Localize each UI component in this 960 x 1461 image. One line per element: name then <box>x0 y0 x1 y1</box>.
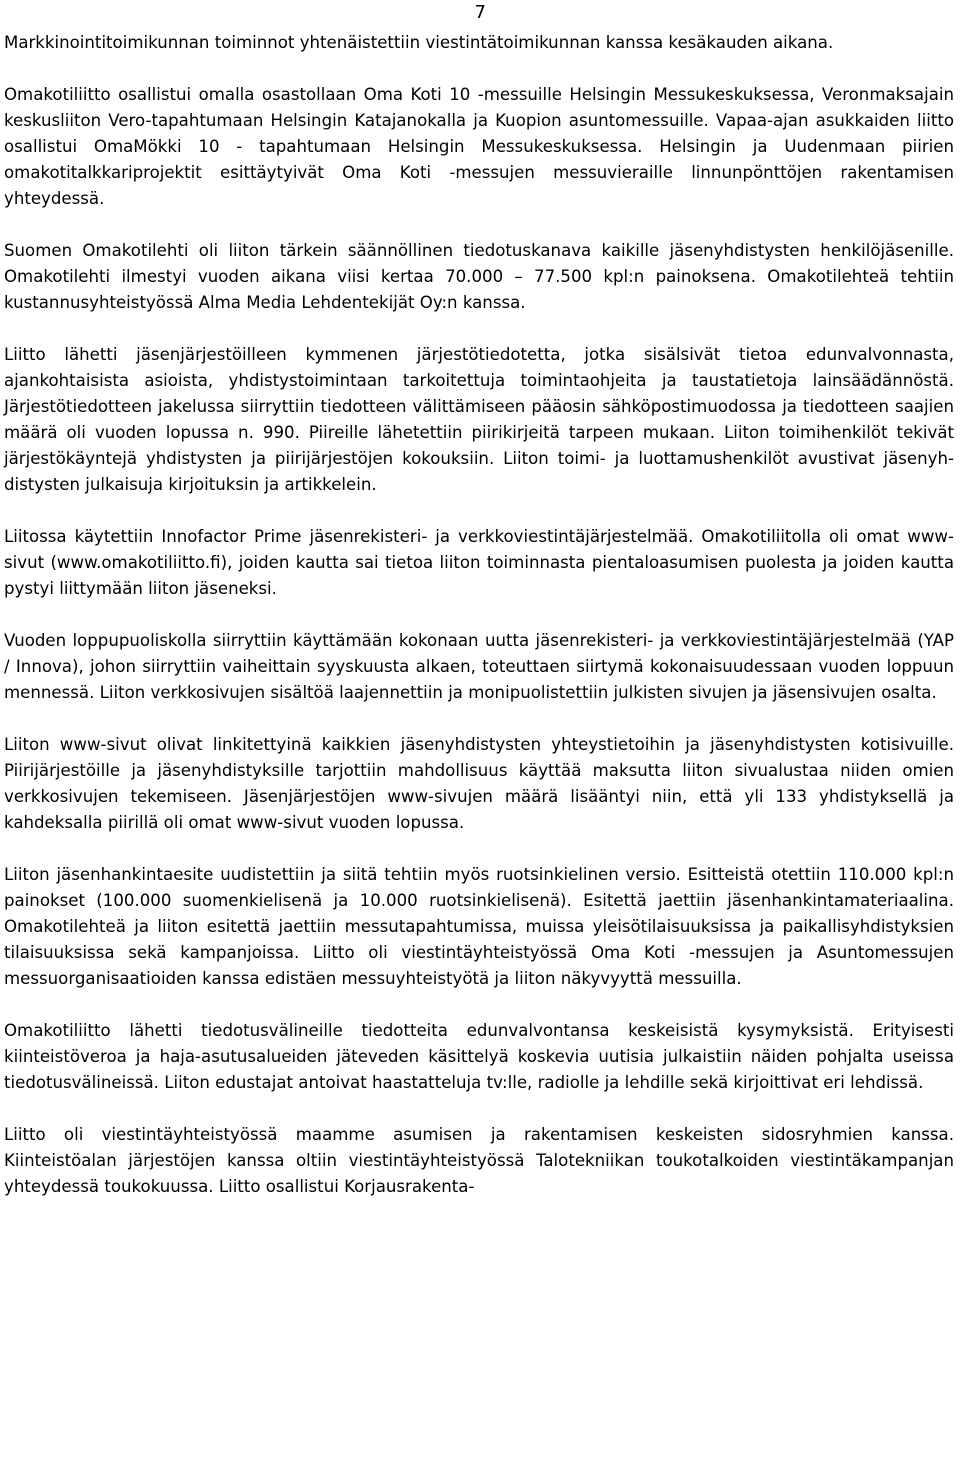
paragraph-press-releases: Omakotiliitto lähetti tiedotusvälineille tiedotteita edunvalvontansa keskeisistä kysymyksistä. Erityisesti kiinteistöveroa ja haja-asutusalueiden jäteveden käsittelyä koskevia uutisia julkaistiin näiden pohjalta useissa tiedotusvälineissä. Liiton edustajat antoivat haastatteluja tv:lle, radiolle ja lehdille sekä kirjoittivat eri lehdissä. <box>4 1021 954 1092</box>
paragraph-fairs-participation: Omakotiliitto osallistui omalla osastollaan Oma Koti 10 -messuille Helsingin Messukeskuksessa, Veronmaksajain keskusliiton Vero-tapahtumaan Helsingin Katajanokalla ja Kuopion asuntomessuille. Vapaa-ajan asukkaiden liitto osallistui OmaMökki 10 - tapahtumaan Helsingin Messukeskuksessa. Helsingin ja Uudenmaan piirien omakotitalkkariprojektit esittäytyivät Oma Koti -messujen messuvieraille linnunpönttöjen rakentamisen yhteydessä. <box>4 85 954 208</box>
page-number: 7 <box>474 2 486 23</box>
paragraph-omakotilehti: Suomen Omakotilehti oli liiton tärkein säännöllinen tiedotuskanava kaikille jäsenyhdistysten henkilöjäsenille. Omakotilehti ilmestyi vuoden aikana viisi kertaa 70.000 – 77.500 kpl:n painoksena. Omakotilehteä tehtiin kustannusyhteistyössä Alma Media Lehdentekijät Oy:n kanssa. <box>4 241 954 312</box>
paragraph-new-system: Vuoden loppupuoliskolla siirryttiin käyttämään kokonaan uutta jäsenrekisteri- ja verkkoviestintäjärjestelmää (YAP / Innova), johon siirryttiin vaiheittain syyskuusta alkaen, toteuttaen siirtymä kokonaisuudessaan vuoden loppuun mennessä. Liiton verkkosivujen sisältöä laajennettiin ja monipuolistettiin julkisten sivujen ja jäsensivujen osalta. <box>4 631 954 702</box>
paragraph-websites: Liiton www-sivut olivat linkitettyinä kaikkien jäsenyhdistysten yhteystietoihin ja jäsenyhdistysten kotisivuille. Piirijärjestöille ja jäsenyhdistyksille tarjottiin mahdollisuus käyttää maksutta liiton sivualustaa niiden omien verkkosivujen tekemiseen. Jäsenjärjestöjen www-sivujen määrä lisääntyi niin, että yli 133 yhdistyksellä ja kahdeksalla piirillä oli omat www-sivut vuoden lopussa. <box>4 735 954 832</box>
paragraph-marketing-committee: Markkinointitoimikunnan toiminnot yhtenäistettiin viestintätoimikunnan kanssa kesäkauden aikana. <box>4 33 834 52</box>
paragraph-brochure: Liiton jäsenhankintaesite uudistettiin ja siitä tehtiin myös ruotsinkielinen versio. Esitteistä otettiin 110.000 kpl:n painokset (100.000 suomenkielisenä ja 10.000 ruotsinkielisenä). Esitettä jaettiin jäsenhankintamateriaalina. Omakotilehteä ja liiton esitettä jaettiin messutapahtumissa, muissa yleisötilaisuuksissa ja paikallisyhdistyksien tilaisuuksissa sekä kampanjoissa. Liitto oli viestintäyhteistyössä Oma Koti -messujen ja Asuntomessujen messuorganisaatioiden kanssa edistäen messuyhteistyötä ja liiton näkyvyyttä messuilla. <box>4 865 954 988</box>
paragraph-organization-bulletins: Liitto lähetti jäsenjärjestöilleen kymmenen järjestötiedotetta, jotka sisälsivät tietoa edunvalvonnasta, ajankohtaisista asioista, yhdistystoimintaan tarkoitettuja toimintaohjeita ja taustatietoja lainsäädännöstä. Järjestötiedotteen jakelussa siirryttiin tiedotteen välittämiseen pääosin sähköpostimuodossa ja tiedotteen saajien määrä oli vuoden lopussa n. 990. Piireille lähetettiin piirikirjeitä tarpeen mukaan. Liiton toimihenkilöt tekivät järjestökäyntejä yhdistysten ja piirijärjestöjen kokouksiin. Liiton toimi- ja luottamushenkilöt avustivat jäsenyhdistysten julkaisuja kirjoituksin ja artikkelein. <box>4 345 954 494</box>
document-body <box>4 30 954 1200</box>
paragraph-member-registry: Liitossa käytettiin Innofactor Prime jäsenrekisteri- ja verkkoviestintäjärjestelmää. Omakotiliitolla oli omat www-sivut (www.omakotiliitto.fi), joiden kautta sai tietoa liiton toiminnasta pientaloasumisen puolesta ja joiden kautta pystyi liittymään liiton jäseneksi. <box>4 527 954 598</box>
paragraph-stakeholder-cooperation: Liitto oli viestintäyhteistyössä maamme asumisen ja rakentamisen keskeisten sidosryhmien kanssa. Kiinteistöalan järjestöjen kanssa oltiin viestintäyhteistyössä Talotekniikan toukotalkoiden viestintäkampanjan yhteydessä toukokuussa. Liitto osallistui Korjausrakenta- <box>4 1125 954 1196</box>
